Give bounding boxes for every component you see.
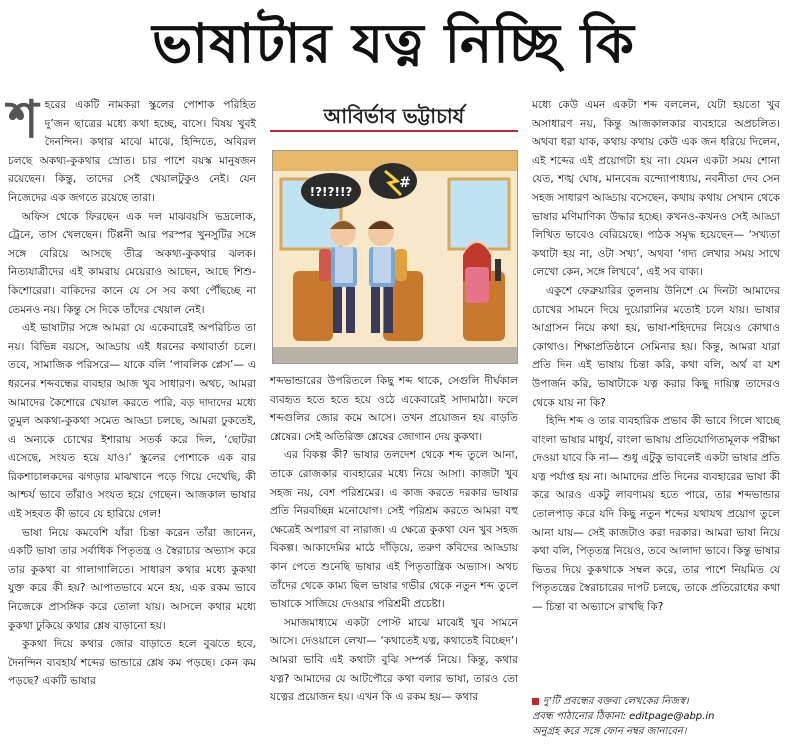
article-column-3 bbox=[532, 96, 780, 617]
byline-rule bbox=[270, 130, 518, 132]
paragraph: এর বিকল্প কী? ভাষার তলদেশ থেকে শব্দ তুলে আনা, তাকে রোজকার ব্যবহারের মধ্যে নিয়ে আসা। কাজটা খুব সহজ নয়, বেশ পরিশ্রমের। এ কাজ করতে দরকার ভাষার প্রতি নিরবচ্ছিন্ন মনোযোগ। সেই পরিশ্রম করতে আমরা বহু ক্ষেত্রেই অপারগ বা নারাজ। এ ক্ষেত্রে কুকথা যেন খুব সহজ বিকল্প। আকাদেমির মাঠে দাঁড়িয়ে, তরুণ কবিদের আড্ডায় কান পেতে শুনেছি ভাষার এই পিতৃতান্ত্রিক অভ্যাস। অথচ তাঁদের থেকে কাম্য ছিল ভাষার গভীর থেকে নতুন শব্দ তুলে ভাষাকে সাজিয়ে দেওয়ার পরিশ্রমী প্রচেষ্টা। bbox=[270, 449, 518, 611]
paragraph: কুকথা দিয়ে কথার জোর বাড়াতে হলে বুঝতে হবে, দৈনন্দিন ব্যবহার্য শব্দের ভান্ডারে শ্লেষ কম পড়ছে। কেন কম পড়ছে? একটি ভাষার bbox=[8, 638, 256, 688]
bullet-icon bbox=[532, 698, 539, 705]
byline: আবির্ভাব ভট্টাচার্য bbox=[323, 104, 465, 128]
paragraph: হিন্দি শব্দ ও তার ব্যবহারিক প্রভাব কী ভাবে গিলে খাচ্ছে বাংলা ভাষার মাধুর্য, বাংলা ভাষায় প্রতিযোগিতামূলক পরীক্ষা দেওয়া যাবে কি না— শুধু এটুকু ভাবলেই একটা ভাষার প্রতি যত্ন পর্যাপ্ত হয় না। আমাদের প্রতি দিনের ব্যবহারের ভাষা কী করে আরও একটু লাবণ্যময় হতে পারে, তার শব্দভান্ডার তোলপাড় করে যদি কিছু নতুন শব্দের যথাযথ প্রয়োগ তুলে আনা যায়— সেই কাজটাও করা দরকার। আমরা ভাষা নিয়ে কথা বলি, পিতৃতন্ত্র নিয়েও, তবে আলাদা ভাবে। কিন্তু ভাষার ভিতর দিয়ে কুকথাকে সম্বল করে, তার পাশে নিয়মিত যে পিতৃতন্ত্রের স্বৈরাচারের দাপট চলছে, তাকে প্রতিরোধের কথা— চিন্তা বা অভ্যাসে রাখছি কি? bbox=[532, 415, 780, 614]
disclaimer-line bbox=[532, 694, 782, 709]
paragraph: অফিস থেকে ফিরছেন এক দল মাঝবয়সি ভদ্রলোক, ট্রেনে, তাস খেলছেন। টিপ্পনী আর পরস্পর খুনসুটির সঙ্গে সঙ্গে বেরিয়ে আসছে তীব্র অকথ্য-কুকথার ঝলক। নিত্যযাত্রীদের এই কামরায় মেয়েরাও আছেন, আছে শিশু-কিশোরেরা। বাকিদের কানে যে সে সব কথা পৌঁছচ্ছে না তেমনও নয়। কিন্তু সে দিকে তাঁদের খেয়াল নেই। bbox=[8, 210, 256, 316]
paragraph: শব্দভান্ডারের উপরিতলে কিছু শব্দ থাকে, সেগুলি দীর্ঘকাল ব্যবহৃত হতে হতে হয়ে ওঠে একেবারেই সাদামাঠা। ফলে শব্দগুলির জোর কমে আসে। তখন প্রয়োজন হয় বাড়তি শ্লেষের। সেই অতিরিক্ত শ্লেষের জোগান দেয় কুকথা। bbox=[270, 375, 518, 443]
bubble-text-left: !?!?!!? bbox=[309, 185, 353, 199]
disclaimer-text: দু’টি প্রবন্ধের বক্তব্য লেখকের নিজস্ব। bbox=[543, 696, 689, 707]
headline: ভাষাটার যত্ন নিচ্ছি কি bbox=[152, 12, 635, 75]
paragraph: এই ভাষাটার সঙ্গে আমরা যে একেবারেই অপরিচিত তা নয়। বিভিন্ন বয়সে, আড্ডায় এই ধরনের কথাবার্তা চলে। তবে, সামাজিক পরিসরে— যাকে বলি ‘পাবলিক প্লেস’— এ ধরনের শব্দবন্ধের ব্যবহার আজ খুব সাধারণ। অথচ, আমরা আমাদের কৈশোরে খেয়াল করতে পারি, বড় দাদাদের মধ্যে তুমুল অকথ্য-কুকথা সমেত আড্ডা চলছে, আমরা ঢুকতেই, এ অন্যকে চোখের ইশারায় সতর্ক করে দিল, ‘ছোটরা এসেছে, সংযত হয়ে যাও।’ স্কুলের পোশাকে এক বার রিকশাচালকদের ঝগড়ার মাঝখানে পড়ে গিয়ে দেখেছি, কী আশ্চর্য ভাবে তাঁরাও সংযত হয়ে গেছেন। আজকাল ভাষার এই সহবত কী ভাবে যে হারিয়ে গেল! bbox=[8, 322, 256, 521]
bubble-text-right: # bbox=[399, 175, 411, 191]
paragraph: একুশে ফেব্রুয়ারির তুলনায় উনিশে মে দিনটা আমাদের চোখের সামনে দিয়ে দুয়োরানির মতোই চলে যায়। ভাষার আগ্রাসন নিয়ে কথা হয়, ভাষা-শহিদদের নিয়েও কোথাও কোথাও। শিক্ষাপ্রতিষ্ঠানে সেমিনার হয়। কিন্তু, আমরা যারা প্রতি দিন এই ভাষায় চিন্তা করি, কথা বলি, অর্থ বা যশ উপার্জন করি, ভাষাটাকে যত্ন করার কিছু দায়িত্ব তাদেরও থেকে যায় না কি? bbox=[532, 284, 780, 409]
paragraph: মধ্যে কেউ এমন একটা শব্দ বললেন, যেটা হয়তো খুব অসাধারণ নয়, কিন্তু আজকালকার ব্যবহারে অপ্রচলিত। অথবা ধরা যাক, কথায় কথায় কেউ এক জন ধরিয়ে দিলেন, এই শব্দের এই প্রয়োগটা হয় না। যেমন একটা সময় শোনা যেত, শঙ্খ ঘোষ, মানবেন্দ্র বন্দ্যোপাধ্যায়, নবনীতা দেব সেন সহজ সাধারণ আড্ডায় বসেছেন, কথায় কথায় সেখান থেকে ভাষার মণিমাণিক্য উদ্ধার হচ্ছে। কখনও-কখনও সেই আড্ডা লিখিত ভাবেও বেরিয়েছে। পাঠক সমৃদ্ধ হয়েছেন— ‘সখ্যতা কথাটা হয় না, ওটা সখ্য’, অথবা ‘গদ্য লেখার সময় সাথে লেখো কেন, সঙ্গে লিখবে’, এই সব বাক্য। bbox=[532, 99, 780, 279]
submission-address: প্রবন্ধ পাঠানোর ঠিকানা: editpage@abp.in bbox=[532, 711, 715, 722]
paragraph: সমাজমাধ্যমে একটা পোস্ট মাঝে মাঝেই খুব সামনে আসে। দেওয়ালে লেখা— ‘কথাতেই যত্ন, কথাতেই বিচ্ছেদ’। আমরা ভাবি এই কথাটা বুঝি সম্পর্ক নিয়ে। কিন্তু, কথার যত্ন? আমাদের যে আটপৌরে কথা বলার ভাষা, তারও তো যত্নের প্রয়োজন হয়। এখন কি এ রকম হয়— কথার bbox=[270, 616, 518, 704]
drop-cap: শ bbox=[8, 90, 39, 150]
article-column-2 bbox=[270, 372, 518, 707]
byline-block bbox=[270, 98, 518, 138]
paragraph: ভাষা নিয়ে কমবেশি যাঁরা চিন্তা করেন তাঁরা জানেন, একটি ভাষা তার সর্বাধিক পিতৃতন্ত্র ও স্বৈরাচার অভ্যাস করে তার কুকথা বা গালাগালিতে। সাধারণ কথার মধ্যে কুকথা যুক্ত করে কী হয়? আপাতভাবে মনে হয়, এক রকম ভাবে নিজেকে প্রাসঙ্গিক করে তোলা যায়। আসলে কথার মধ্যে কুকথা ঢুকিয়ে কথার শ্লেষ বাড়ানো হয়। bbox=[8, 526, 256, 632]
illustration bbox=[272, 150, 518, 364]
footer-notes bbox=[532, 694, 782, 739]
bus-scene-illustration bbox=[273, 151, 517, 363]
paragraph bbox=[8, 90, 256, 208]
paragraph-text: হরের একটি নামকরা স্কুলের পোশাক পরিহিত দু’জন ছাত্রের মধ্যে কথা হচ্ছে, বাসে। বিষয় খুবই দৈনন্দিন। কথার মাঝে মাঝে, হিন্দিতে, অবিরল চলছে অকথ্য-কুকথার স্রোত। চার পাশে বয়স্ক মানুষজন রয়েছেন। কিন্তু, তাদের সেই খেয়ালটুকুও নেই। যেন নিজেদের এক জগতে রয়েছে তারা। bbox=[8, 99, 256, 204]
submission-request: অনুগ্রহ করে সঙ্গে ফোন নম্বর জানাবেন। bbox=[532, 726, 687, 737]
article-column-1 bbox=[8, 90, 256, 691]
